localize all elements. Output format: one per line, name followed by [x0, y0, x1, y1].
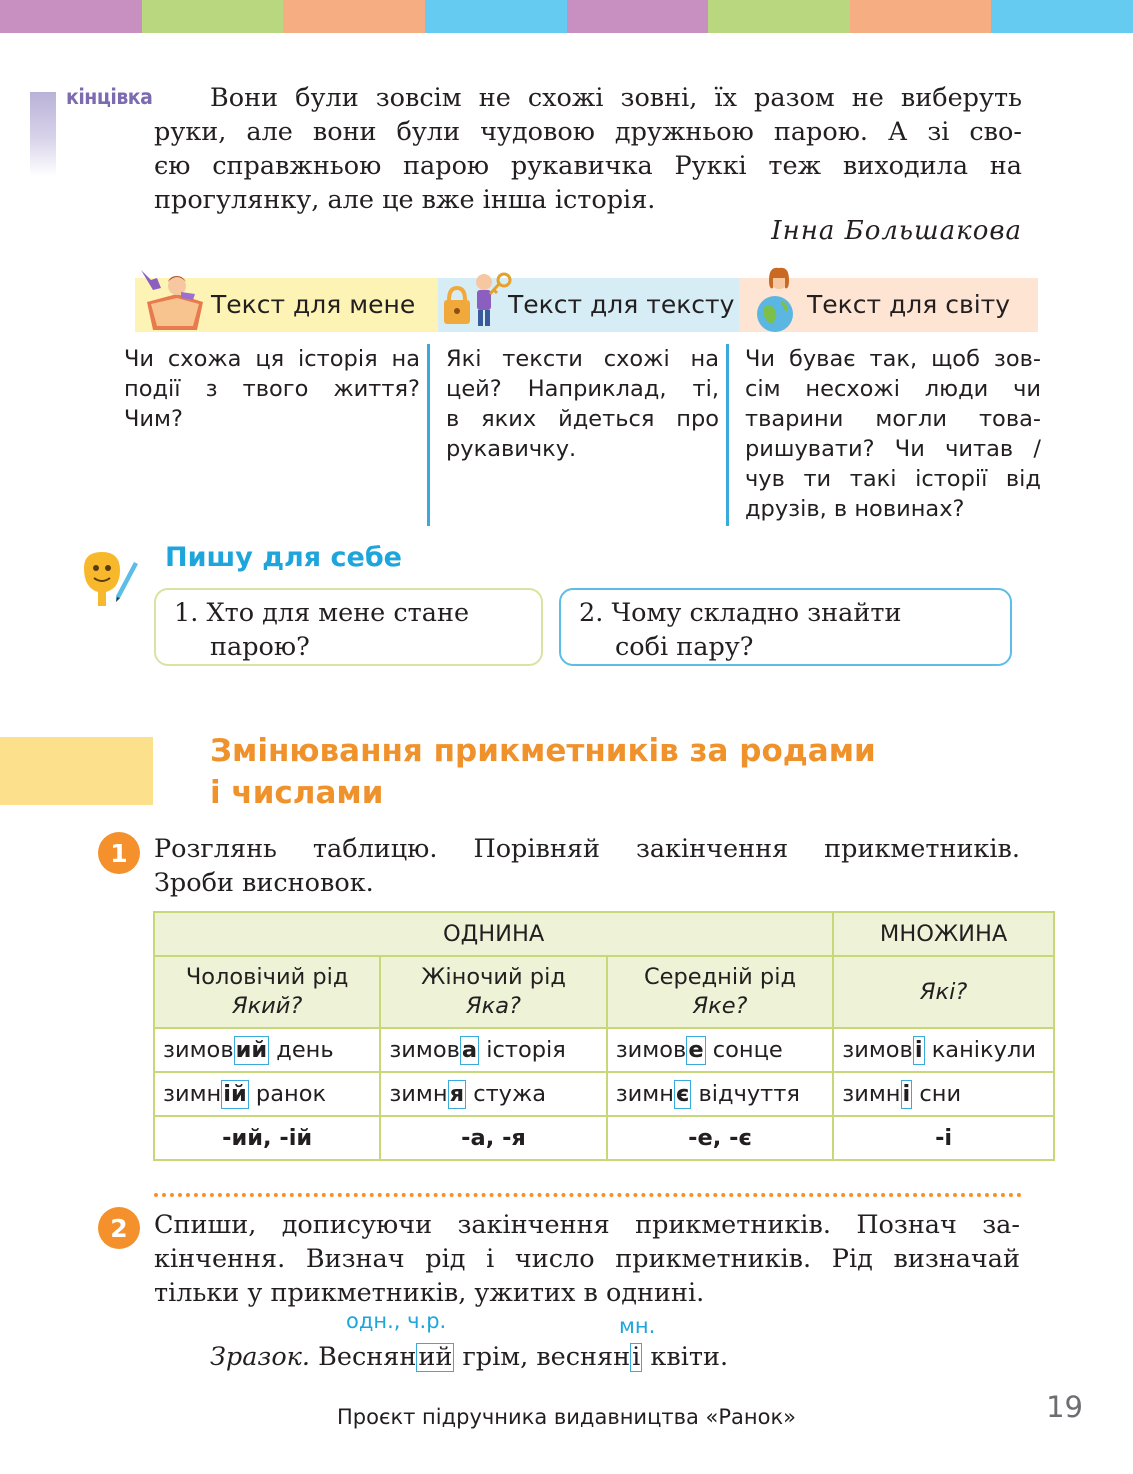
task-line: кінчення. Визнач рід і число прикметників. Рід визначай — [154, 1244, 1020, 1274]
ending-summary: -ий, -ій — [154, 1116, 380, 1160]
word-stem: зимн — [163, 1080, 222, 1107]
girl-with-globe-icon — [753, 264, 803, 334]
noun: відчуття — [698, 1080, 800, 1107]
word-stem: зимн — [842, 1080, 901, 1107]
tab-label: Текст для тексту — [508, 290, 735, 319]
example-annotation: одн., ч.р. — [346, 1309, 447, 1333]
stripe-segment — [425, 0, 567, 33]
plural-question: Які? — [919, 978, 968, 1005]
example-annotation: мн. — [619, 1314, 656, 1338]
question-line: тварини могли това- — [745, 406, 1041, 432]
task-number-badge: 1 — [98, 832, 140, 874]
noun: стужа — [473, 1080, 547, 1107]
table-row — [154, 1028, 1054, 1072]
question-line: сім несхожі люди чи — [745, 376, 1041, 402]
dotted-separator — [154, 1193, 1022, 1197]
publisher-footer: Проєкт підручника видавництва «Ранок» — [336, 1405, 797, 1429]
question-line: друзів, в новинах? — [745, 496, 965, 522]
writing-section-title: Пишу для себе — [165, 542, 402, 573]
table-summary-row — [154, 1116, 1054, 1160]
table-cell — [154, 1072, 380, 1116]
question-line: Чи буває так, щоб зов- — [745, 346, 1041, 372]
stripe-segment — [0, 0, 142, 33]
gender-question: Яка? — [466, 993, 521, 1019]
word-ending: і — [902, 1080, 911, 1107]
word-ending: я — [449, 1080, 465, 1107]
word-ending: і — [914, 1036, 923, 1063]
word-ending: і — [632, 1342, 641, 1372]
story-line: руки, але вони були чудовою дружньою парою. А зі сво- — [154, 117, 1022, 147]
column-divider — [427, 344, 430, 526]
question-line: Які тексти схожі на — [446, 346, 719, 372]
question-line: цей? Наприклад, ті, — [446, 376, 719, 402]
section-color-band — [0, 737, 153, 805]
word-stem: зимн — [389, 1080, 448, 1107]
table-subheader-row — [154, 956, 1054, 1028]
question-text-for-world — [745, 344, 1041, 524]
noun: ранок — [255, 1080, 327, 1107]
question-text-for-text — [446, 344, 719, 464]
example-label: Зразок. — [210, 1342, 311, 1372]
story-line: прогулянку, але це вже інша історія. — [154, 185, 656, 215]
question-line: в яких йдеться про — [446, 406, 719, 432]
question-line: події з твого життя? — [124, 376, 420, 402]
stripe-segment — [850, 0, 992, 33]
section-title — [210, 730, 876, 814]
tab-text-for-world — [739, 278, 1038, 332]
table-cell — [154, 1028, 380, 1072]
story-author: Інна Большакова — [771, 216, 1022, 246]
question-line: рукавичку. — [446, 436, 577, 462]
word-stem: зимов — [615, 1036, 687, 1063]
ending-label: кінцівка — [66, 85, 153, 109]
stripe-segment — [991, 0, 1133, 33]
word-stem: зимн — [615, 1080, 674, 1107]
ending-side-marker — [30, 92, 56, 176]
girl-reading-book-icon — [137, 264, 211, 334]
question-line: Чим? — [124, 406, 183, 432]
prompt-number: 1. — [174, 598, 199, 628]
task-line: Зроби висновок. — [154, 868, 374, 898]
tab-label: Текст для світу — [807, 290, 1011, 319]
question-line: Чи схожа ця історія на — [124, 346, 420, 372]
noun: сни — [919, 1080, 962, 1107]
word-ending: є — [676, 1080, 690, 1107]
tab-label: Текст для мене — [211, 290, 416, 319]
word-stem: зимов — [389, 1036, 460, 1063]
column-header — [607, 956, 834, 1028]
noun: квіти. — [650, 1342, 729, 1372]
word-ending: ий — [418, 1342, 453, 1372]
question-text-for-me — [124, 344, 420, 434]
word-stem: Веснян — [318, 1342, 417, 1372]
table-cell — [380, 1028, 606, 1072]
table-cell — [607, 1072, 834, 1116]
task-line: Спиши, дописуючи закінчення прикметників. Познач за- — [154, 1210, 1020, 1240]
noun: канікули — [931, 1036, 1036, 1063]
task-line: Розглянь таблицю. Порівняй закінчення прикметників. — [154, 834, 1020, 864]
tab-text-for-me — [135, 278, 438, 332]
table-cell — [380, 1072, 606, 1116]
column-divider — [726, 344, 729, 526]
prompt-line: собі пару? — [615, 632, 754, 662]
gender-question: Яке? — [692, 993, 748, 1019]
table-header-row — [154, 912, 1054, 956]
tab-text-for-text — [438, 278, 739, 332]
table-row — [154, 1072, 1054, 1116]
example-sentence — [210, 1340, 728, 1374]
task-2-text — [154, 1208, 1020, 1310]
stripe-segment — [283, 0, 425, 33]
story-line: Вони були зовсім не схожі зовні, їх разом не виберуть — [210, 83, 1022, 113]
pencil-character-icon — [76, 548, 138, 614]
prompt-number: 2. — [579, 598, 604, 628]
word-ending: а — [461, 1036, 478, 1063]
task-1-text — [154, 832, 1020, 900]
task-number-badge: 2 — [98, 1207, 140, 1249]
stripe-segment — [708, 0, 850, 33]
task-line: тільки у прикметників, ужитих в однині. — [154, 1278, 705, 1308]
question-line: чув ти такі історії від — [745, 466, 1041, 492]
page-number: 19 — [1046, 1390, 1083, 1424]
singular-header: ОДНИНА — [154, 912, 833, 956]
table-cell — [833, 1072, 1054, 1116]
prompt-line: парою? — [210, 632, 310, 662]
noun: грім, — [462, 1342, 529, 1372]
gender-name: Чоловічий рід — [185, 964, 349, 990]
word-ending: ий — [235, 1036, 268, 1063]
column-header — [154, 956, 380, 1028]
story-line: єю справжньою парою рукавичка Руккі теж виходила на — [154, 151, 1022, 181]
section-title-line: і числами — [210, 775, 384, 811]
gender-question: Який? — [231, 993, 303, 1019]
word-ending: ій — [223, 1080, 247, 1107]
noun: сонце — [712, 1036, 783, 1063]
writing-prompt-box — [559, 588, 1012, 666]
table-cell — [833, 1028, 1054, 1072]
table-cell — [607, 1028, 834, 1072]
prompt-line: Хто для мене стане — [206, 598, 470, 628]
column-header — [833, 956, 1054, 1028]
plural-header: МНОЖИНА — [833, 912, 1054, 956]
ending-summary: -е, -є — [607, 1116, 834, 1160]
question-line: ришувати? Чи читав / — [745, 436, 1041, 462]
word-stem: зимов — [842, 1036, 913, 1063]
top-color-stripe — [0, 0, 1133, 33]
stripe-segment — [567, 0, 709, 33]
writing-prompt-box — [154, 588, 543, 666]
noun: історія — [486, 1036, 566, 1063]
gender-name: Жіночий рід — [421, 964, 566, 990]
gender-name: Середній рід — [643, 964, 796, 990]
word-ending: е — [688, 1036, 704, 1063]
word-stem: веснян — [536, 1342, 631, 1372]
adjective-endings-table — [153, 911, 1055, 1161]
section-title-line: Змінювання прикметників за родами — [210, 733, 876, 769]
word-stem: зимов — [163, 1036, 234, 1063]
noun: день — [276, 1036, 334, 1063]
stripe-segment — [142, 0, 284, 33]
ending-summary: -а, -я — [380, 1116, 606, 1160]
column-header — [380, 956, 606, 1028]
prompt-line: Чому складно знайти — [611, 598, 902, 628]
ending-summary: -і — [833, 1116, 1054, 1160]
